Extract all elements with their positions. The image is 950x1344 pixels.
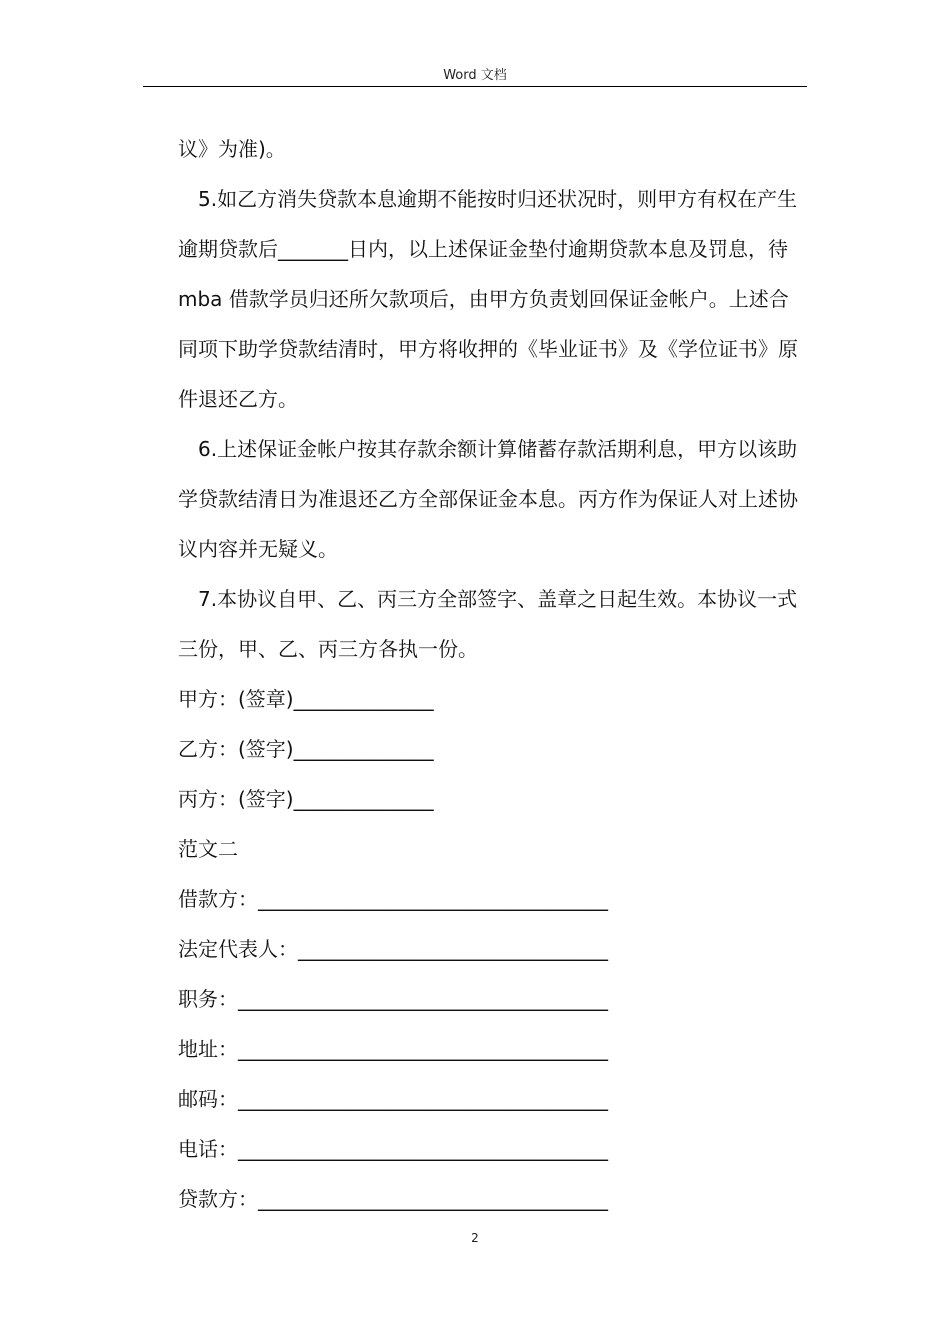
paragraph-clause-6: 6.上述保证金帐户按其存款余额计算储蓄存款活期利息，甲方以该助学贷款结清日为准退还乙方全部保证金本息。丙方作为保证人对上述协议内容并无疑义。 <box>178 437 798 561</box>
field-lender: 贷款方：___________________________________ <box>178 1187 608 1211</box>
field-phone: 电话：_____________________________________ <box>178 1137 608 1161</box>
signature-party-b: 乙方：(签字)______________ <box>178 737 434 761</box>
field-borrower: 借款方：___________________________________ <box>178 887 608 911</box>
paragraph-clause-7: 7.本协议自甲、乙、丙三方全部签字、盖章之日起生效。本协议一式三份，甲、乙、丙三方各执一份。 <box>178 587 798 661</box>
header-divider <box>143 86 807 87</box>
document-body <box>178 124 806 1224</box>
field-position: 职务：_____________________________________ <box>178 987 608 1011</box>
paragraph-clause-5: 5.如乙方消失贷款本息逾期不能按时归还状况时，则甲方有权在产生逾期贷款后_______日内，以上述保证金垫付逾期贷款本息及罚息，待 mba 借款学员归还所欠款项后，由甲方负责划回保证金帐户。上述合同项下助学贷款结清时，甲方将收押的《毕业证书》及《学位证书》原件退还乙方。 <box>178 187 798 411</box>
field-address: 地址：_____________________________________ <box>178 1037 608 1061</box>
paragraph-continuation: 议》为准)。 <box>178 137 286 161</box>
signature-party-a: 甲方：(签章)______________ <box>178 687 434 711</box>
page-header: Word 文档 <box>443 68 507 83</box>
section-title: 范文二 <box>178 837 238 861</box>
field-legal-representative: 法定代表人：_______________________________ <box>178 937 608 961</box>
page-number: 2 <box>471 1231 479 1245</box>
signature-party-c: 丙方：(签字)______________ <box>178 787 434 811</box>
field-postcode: 邮码：_____________________________________ <box>178 1087 608 1111</box>
